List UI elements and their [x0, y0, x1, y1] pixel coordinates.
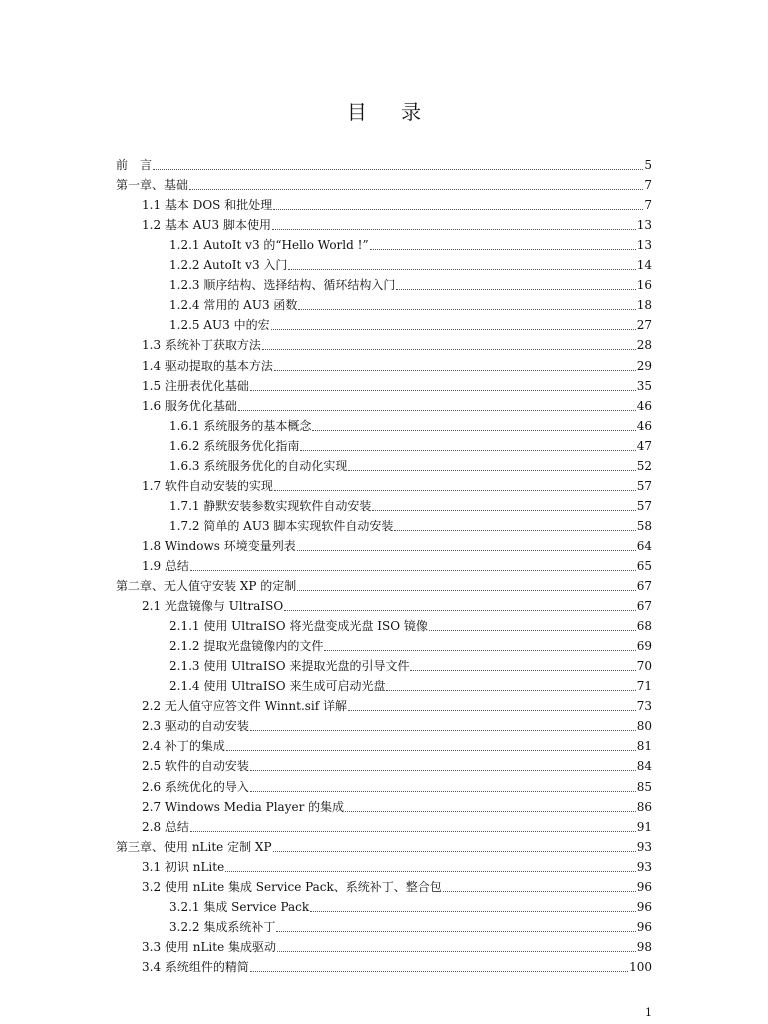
toc-entry[interactable] [116, 454, 652, 474]
toc-entry[interactable] [116, 654, 652, 674]
toc-entry-label: 1.7 软件自动安装的实现 [142, 478, 273, 493]
toc-entry-label: 3.2.1 集成 Service Pack [169, 899, 310, 914]
toc-entry[interactable] [116, 173, 652, 193]
toc-entry-label: 2.1.2 提取光盘镜像内的文件 [169, 639, 324, 654]
dot-leader [226, 738, 636, 751]
toc-entry-label: 1.5 注册表优化基础 [142, 378, 249, 393]
toc-entry-page: 14 [636, 258, 652, 273]
dot-leader [273, 197, 643, 210]
toc-entry-label: 3.3 使用 nLite 集成驱动 [142, 939, 276, 954]
toc-entry-page: 84 [636, 759, 652, 774]
toc-entry-label: 1.9 总结 [142, 558, 189, 573]
toc-entry-page: 67 [636, 579, 652, 594]
toc-entry-label: 1.6.2 系统服务优化指南 [169, 438, 300, 453]
dot-leader [298, 297, 635, 310]
toc-entry[interactable] [116, 514, 652, 534]
toc-entry-label: 2.1.4 使用 UltraISO 来生成可启动光盘 [169, 679, 386, 694]
toc-entry[interactable] [116, 374, 652, 394]
toc-entry-label: 2.7 Windows Media Player 的集成 [142, 799, 345, 814]
toc-entry[interactable] [116, 634, 652, 654]
toc-entry[interactable] [116, 273, 652, 293]
toc-entry-page: 29 [636, 358, 652, 373]
dot-leader [386, 678, 635, 691]
toc-entry-page: 98 [636, 939, 652, 954]
toc-entry[interactable] [116, 875, 652, 895]
dot-leader [238, 398, 636, 411]
toc-entry[interactable] [116, 614, 652, 634]
toc-entry-label: 3.1 初识 nLite [142, 859, 225, 874]
toc-entry-page: 28 [636, 338, 652, 353]
toc-entry-label: 2.1.1 使用 UltraISO 将光盘变成光盘 ISO 镜像 [169, 619, 428, 634]
toc-entry-page: 58 [636, 518, 652, 533]
dot-leader [297, 578, 635, 591]
toc-entry[interactable] [116, 815, 652, 835]
toc-entry-label: 第二章、无人值守安装 XP 的定制 [116, 579, 297, 594]
dot-leader [225, 859, 636, 872]
dot-leader [274, 358, 636, 371]
toc-entry-label: 2.3 驱动的自动安装 [142, 719, 249, 734]
toc-entry[interactable] [116, 414, 652, 434]
dot-leader [288, 257, 635, 270]
toc-entry-label: 2.8 总结 [142, 819, 189, 834]
dot-leader [312, 418, 635, 431]
dot-leader [310, 899, 636, 912]
toc-entry-page: 80 [636, 719, 652, 734]
toc-entry[interactable] [116, 494, 652, 514]
toc-entry-page: 7 [644, 198, 652, 213]
toc-entry-label: 2.4 补丁的集成 [142, 739, 225, 754]
toc-entry-label: 第三章、使用 nLite 定制 XP [116, 839, 272, 854]
toc-entry[interactable] [116, 213, 652, 233]
dot-leader [272, 217, 636, 230]
toc-entry-label: 2.1 光盘镜像与 UltraISO [142, 599, 284, 614]
toc-entry-label: 1.2.3 顺序结构、选择结构、循环结构入门 [169, 278, 396, 293]
dot-leader [348, 458, 635, 471]
dot-leader [190, 558, 636, 571]
toc-entry-label: 2.5 软件的自动安装 [142, 759, 249, 774]
toc-entry[interactable] [116, 774, 652, 794]
toc-entry-page: 57 [636, 478, 652, 493]
toc-entry-page: 86 [636, 799, 652, 814]
toc-entry-label: 1.2.4 常用的 AU3 函数 [169, 298, 298, 313]
dot-leader [284, 598, 636, 611]
dot-leader [250, 779, 636, 792]
toc-entry-page: 35 [636, 378, 652, 393]
toc-entry-page: 52 [636, 458, 652, 473]
toc-entry-page: 96 [636, 899, 652, 914]
toc-entry-page: 96 [636, 879, 652, 894]
dot-leader [429, 618, 636, 631]
toc-entry-page: 71 [636, 679, 652, 694]
toc-entry[interactable] [116, 474, 652, 494]
toc-entry-page: 65 [636, 558, 652, 573]
toc-entry-page: 68 [636, 619, 652, 634]
toc-entry-page: 46 [636, 418, 652, 433]
toc-entry[interactable] [116, 594, 652, 614]
dot-leader [372, 498, 635, 511]
toc-entry[interactable] [116, 534, 652, 554]
toc-entry-page: 18 [636, 298, 652, 313]
toc-entry-label: 1.8 Windows 环境变量列表 [142, 538, 296, 553]
dot-leader [396, 277, 635, 290]
dot-leader [300, 438, 635, 451]
toc-entry-page: 13 [636, 238, 652, 253]
dot-leader [250, 758, 636, 771]
toc-entry[interactable] [116, 394, 652, 414]
toc-entry-page: 47 [636, 438, 652, 453]
toc-entry[interactable] [116, 293, 652, 313]
dot-leader [345, 799, 636, 812]
toc-entry-label: 1.2.5 AU3 中的宏 [169, 318, 270, 333]
toc-entry-label: 1.2.2 AutoIt v3 入门 [169, 258, 288, 273]
toc-entry-page: 7 [644, 178, 652, 193]
toc-entry[interactable] [116, 714, 652, 734]
toc-entry-label: 前 言 [116, 158, 153, 173]
dot-leader [276, 919, 635, 932]
toc-entry[interactable] [116, 574, 652, 594]
toc-entry-page: 93 [636, 859, 652, 874]
page-number: 1 [645, 1006, 652, 1019]
toc-entry-page: 5 [644, 158, 652, 173]
toc-entry-page: 81 [636, 739, 652, 754]
toc-entry-label: 1.7.2 简单的 AU3 脚本实现软件自动安装 [169, 518, 394, 533]
toc-entry[interactable] [116, 915, 652, 935]
toc-entry-page: 69 [636, 639, 652, 654]
dot-leader [250, 959, 628, 972]
toc-entry-label: 3.4 系统组件的精简 [142, 959, 249, 974]
toc-entry-label: 3.2.2 集成系统补丁 [169, 919, 276, 934]
toc-entry-label: 1.6 服务优化基础 [142, 398, 237, 413]
toc-entry-page: 73 [636, 699, 652, 714]
toc-entry-label: 2.2 无人值守应答文件 Winnt.sif 详解 [142, 699, 348, 714]
toc-entry[interactable] [116, 955, 652, 975]
toc-entry[interactable] [116, 734, 652, 754]
toc-entry-label: 2.6 系统优化的导入 [142, 779, 249, 794]
toc-entry[interactable] [116, 233, 652, 253]
toc-entry-page: 13 [636, 218, 652, 233]
toc-entry-page: 100 [629, 959, 652, 974]
dot-leader [443, 879, 636, 892]
dot-leader [297, 538, 636, 551]
toc-entry-label: 1.6.3 系统服务优化的自动化实现 [169, 458, 348, 473]
toc-entry-page: 91 [636, 819, 652, 834]
dot-leader [250, 378, 636, 391]
toc-entry-label: 1.1 基本 DOS 和批处理 [142, 198, 273, 213]
dot-leader [189, 177, 643, 190]
toc-entry[interactable] [116, 754, 652, 774]
toc-entry-page: 67 [636, 599, 652, 614]
toc-entry-label: 1.2.1 AutoIt v3 的“Hello World !” [169, 238, 369, 253]
toc-entry[interactable] [116, 895, 652, 915]
toc-title: 目 录 [346, 100, 436, 124]
dot-leader [348, 698, 636, 711]
toc-entry-page: 64 [636, 538, 652, 553]
dot-leader [190, 819, 636, 832]
dot-leader [153, 157, 643, 170]
toc-entry[interactable] [116, 434, 652, 454]
toc-entry-page: 16 [636, 278, 652, 293]
toc-entry[interactable] [116, 313, 652, 333]
toc-entry[interactable] [116, 694, 652, 714]
dot-leader [410, 658, 635, 671]
toc-entry[interactable] [116, 353, 652, 373]
dot-leader [370, 237, 636, 250]
toc-entry[interactable] [116, 253, 652, 273]
toc-entry-page: 27 [636, 318, 652, 333]
toc-entry[interactable] [116, 935, 652, 955]
toc-entry-label: 第一章、基础 [116, 178, 189, 193]
toc-entry[interactable] [116, 674, 652, 694]
toc-entry[interactable] [116, 153, 652, 173]
dot-leader [394, 518, 635, 531]
toc-entry-label: 3.2 使用 nLite 集成 Service Pack、系统补丁、整合包 [142, 879, 442, 894]
toc-entry[interactable] [116, 333, 652, 353]
toc-entry-label: 1.6.1 系统服务的基本概念 [169, 418, 312, 433]
toc-entry-label: 1.4 驱动提取的基本方法 [142, 358, 273, 373]
dot-leader [324, 638, 635, 651]
toc-entry-page: 46 [636, 398, 652, 413]
toc-entry-label: 1.2 基本 AU3 脚本使用 [142, 218, 271, 233]
toc-entry-label: 2.1.3 使用 UltraISO 来提取光盘的引导文件 [169, 659, 410, 674]
dot-leader [273, 839, 636, 852]
toc-entry-label: 1.7.1 静默安装参数实现软件自动安装 [169, 498, 372, 513]
toc-entry-page: 57 [636, 498, 652, 513]
toc-entry-page: 85 [636, 779, 652, 794]
toc-entry-page: 93 [636, 839, 652, 854]
toc-entry[interactable] [116, 554, 652, 574]
toc-entry-page: 96 [636, 919, 652, 934]
dot-leader [274, 478, 636, 491]
dot-leader [262, 337, 636, 350]
toc-entry[interactable] [116, 193, 652, 213]
table-of-contents [116, 153, 652, 975]
toc-entry[interactable] [116, 795, 652, 815]
dot-leader [271, 317, 636, 330]
dot-leader [250, 718, 636, 731]
toc-entry[interactable] [116, 855, 652, 875]
toc-entry[interactable] [116, 835, 652, 855]
toc-entry-page: 70 [636, 659, 652, 674]
dot-leader [277, 939, 636, 952]
toc-entry-label: 1.3 系统补丁获取方法 [142, 338, 261, 353]
